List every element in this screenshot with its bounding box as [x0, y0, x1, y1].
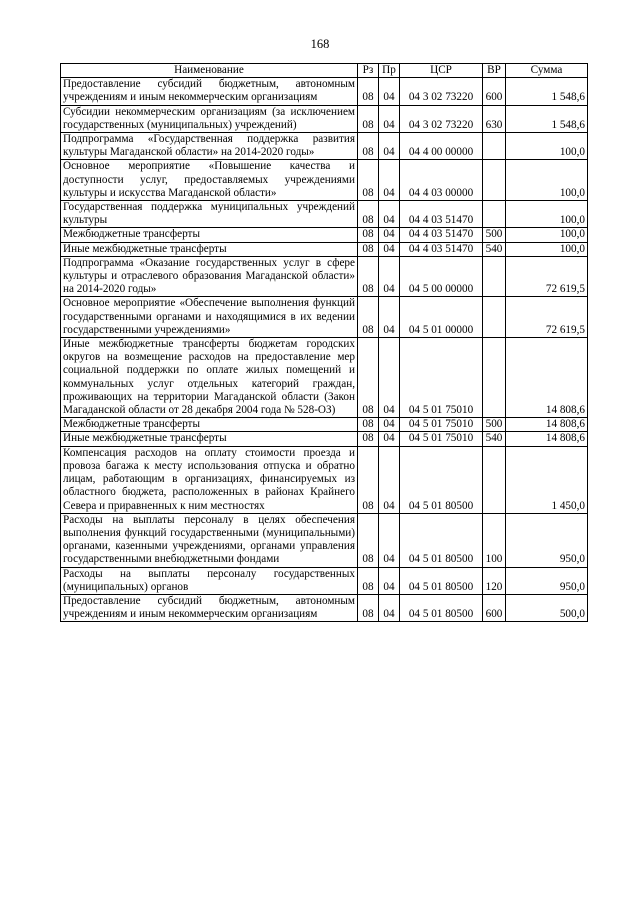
row-pr: 04 [379, 242, 400, 256]
row-vr [483, 256, 506, 297]
row-vr: 500 [483, 418, 506, 432]
table-row [61, 201, 588, 228]
row-vr: 100 [483, 513, 506, 567]
row-rz: 08 [358, 297, 379, 338]
row-name: Предоставление субсидий бюджетным, автономным учреждениям и иным некоммерческим организациям [61, 594, 358, 621]
row-csr: 04 5 01 75010 [400, 432, 483, 446]
row-pr: 04 [379, 78, 400, 105]
table-row [61, 594, 588, 621]
row-csr: 04 4 03 51470 [400, 201, 483, 228]
row-csr: 04 3 02 73220 [400, 105, 483, 132]
row-sum: 100,0 [506, 242, 588, 256]
row-name: Межбюджетные трансферты [61, 418, 358, 432]
row-vr: 540 [483, 242, 506, 256]
row-sum: 14 808,6 [506, 338, 588, 418]
row-pr: 04 [379, 228, 400, 242]
row-sum: 100,0 [506, 201, 588, 228]
row-sum: 1 450,0 [506, 446, 588, 513]
header-vr: ВР [483, 64, 506, 78]
budget-table [60, 63, 588, 622]
row-pr: 04 [379, 513, 400, 567]
table-row [61, 513, 588, 567]
table-row [61, 242, 588, 256]
row-name: Иные межбюджетные трансферты [61, 432, 358, 446]
row-vr: 500 [483, 228, 506, 242]
row-vr: 630 [483, 105, 506, 132]
table-row [61, 105, 588, 132]
table-row [61, 297, 588, 338]
row-pr: 04 [379, 105, 400, 132]
row-sum: 1 548,6 [506, 105, 588, 132]
row-sum: 1 548,6 [506, 78, 588, 105]
row-name: Расходы на выплаты персоналу в целях обеспечения выполнения функций государственными (муниципальными) органами, казенными учреждениями, органами управления государственными внебюджетными фондами [61, 513, 358, 567]
row-name: Государственная поддержка муниципальных учреждений культуры [61, 201, 358, 228]
row-pr: 04 [379, 256, 400, 297]
row-vr [483, 201, 506, 228]
row-sum: 100,0 [506, 160, 588, 201]
row-name: Компенсация расходов на оплату стоимости проезда и провоза багажа к месту использования отпуска и обратно лицам, работающим в организациях, финансируемых из областного бюджета, расположенных в районах Крайнего Севера и приравненных к ним местностях [61, 446, 358, 513]
row-pr: 04 [379, 594, 400, 621]
row-name: Иные межбюджетные трансферты бюджетам городских округов на возмещение расходов на предоставление мер социальной поддержки по оплате жилых помещений и коммунальных услуг отдельных категорий граждан, проживающих на территории Магаданской области (Закон Магаданской области от 28 декабря 2004 года № 528-ОЗ) [61, 338, 358, 418]
row-vr [483, 160, 506, 201]
row-name: Предоставление субсидий бюджетным, автономным учреждениям и иным некоммерческим организациям [61, 78, 358, 105]
row-name: Иные межбюджетные трансферты [61, 242, 358, 256]
header-csr: ЦСР [400, 64, 483, 78]
table-row [61, 567, 588, 594]
row-pr: 04 [379, 160, 400, 201]
row-pr: 04 [379, 201, 400, 228]
row-rz: 08 [358, 160, 379, 201]
table-row [61, 133, 588, 160]
row-csr: 04 5 01 75010 [400, 338, 483, 418]
row-csr: 04 3 02 73220 [400, 78, 483, 105]
row-name: Основное мероприятие «Обеспечение выполнения функций государственными органами и находящимися в их ведении государственными учреждениями» [61, 297, 358, 338]
row-rz: 08 [358, 567, 379, 594]
row-sum: 14 808,6 [506, 432, 588, 446]
row-rz: 08 [358, 446, 379, 513]
table-row [61, 228, 588, 242]
row-rz: 08 [358, 256, 379, 297]
row-csr: 04 5 01 80500 [400, 446, 483, 513]
row-csr: 04 4 03 00000 [400, 160, 483, 201]
row-name: Расходы на выплаты персоналу государственных (муниципальных) органов [61, 567, 358, 594]
row-vr [483, 133, 506, 160]
row-csr: 04 5 00 00000 [400, 256, 483, 297]
table-body [61, 78, 588, 622]
table-row [61, 338, 588, 418]
row-sum: 14 808,6 [506, 418, 588, 432]
row-pr: 04 [379, 432, 400, 446]
row-sum: 950,0 [506, 513, 588, 567]
header-pr: Пр [379, 64, 400, 78]
row-sum: 100,0 [506, 133, 588, 160]
row-sum: 72 619,5 [506, 297, 588, 338]
row-pr: 04 [379, 338, 400, 418]
row-name: Субсидии некоммерческим организациям (за исключением государственных (муниципальных) учреждений) [61, 105, 358, 132]
header-rz: Рз [358, 64, 379, 78]
row-rz: 08 [358, 513, 379, 567]
row-vr: 600 [483, 78, 506, 105]
row-rz: 08 [358, 78, 379, 105]
row-name: Основное мероприятие «Повышение качества и доступности услуг, предоставляемых учреждениями культуры и искусства Магаданской области» [61, 160, 358, 201]
row-sum: 500,0 [506, 594, 588, 621]
row-rz: 08 [358, 105, 379, 132]
row-pr: 04 [379, 567, 400, 594]
row-vr [483, 338, 506, 418]
row-rz: 08 [358, 418, 379, 432]
table-row [61, 432, 588, 446]
row-sum: 72 619,5 [506, 256, 588, 297]
row-pr: 04 [379, 446, 400, 513]
row-pr: 04 [379, 418, 400, 432]
row-csr: 04 5 01 80500 [400, 567, 483, 594]
row-rz: 08 [358, 242, 379, 256]
row-pr: 04 [379, 297, 400, 338]
row-rz: 08 [358, 594, 379, 621]
row-sum: 950,0 [506, 567, 588, 594]
row-sum: 100,0 [506, 228, 588, 242]
row-csr: 04 4 03 51470 [400, 242, 483, 256]
row-csr: 04 5 01 00000 [400, 297, 483, 338]
row-csr: 04 4 00 00000 [400, 133, 483, 160]
row-csr: 04 4 03 51470 [400, 228, 483, 242]
row-rz: 08 [358, 201, 379, 228]
table-row [61, 160, 588, 201]
row-name: Подпрограмма «Государственная поддержка развития культуры Магаданской области» на 2014-2020 годы» [61, 133, 358, 160]
row-csr: 04 5 01 80500 [400, 594, 483, 621]
row-rz: 08 [358, 432, 379, 446]
table-row [61, 78, 588, 105]
row-rz: 08 [358, 228, 379, 242]
row-csr: 04 5 01 75010 [400, 418, 483, 432]
table-row [61, 418, 588, 432]
row-vr [483, 446, 506, 513]
table-row [61, 256, 588, 297]
row-vr: 540 [483, 432, 506, 446]
header-sum: Сумма [506, 64, 588, 78]
row-name: Межбюджетные трансферты [61, 228, 358, 242]
row-vr: 600 [483, 594, 506, 621]
page-number: 168 [310, 37, 330, 51]
row-vr [483, 297, 506, 338]
row-csr: 04 5 01 80500 [400, 513, 483, 567]
table-header-row [61, 64, 588, 78]
header-name: Наименование [61, 64, 358, 78]
row-vr: 120 [483, 567, 506, 594]
row-name: Подпрограмма «Оказание государственных услуг в сфере культуры и отраслевого образования Магаданской области» на 2014-2020 годы» [61, 256, 358, 297]
row-rz: 08 [358, 338, 379, 418]
table-row [61, 446, 588, 513]
row-pr: 04 [379, 133, 400, 160]
row-rz: 08 [358, 133, 379, 160]
